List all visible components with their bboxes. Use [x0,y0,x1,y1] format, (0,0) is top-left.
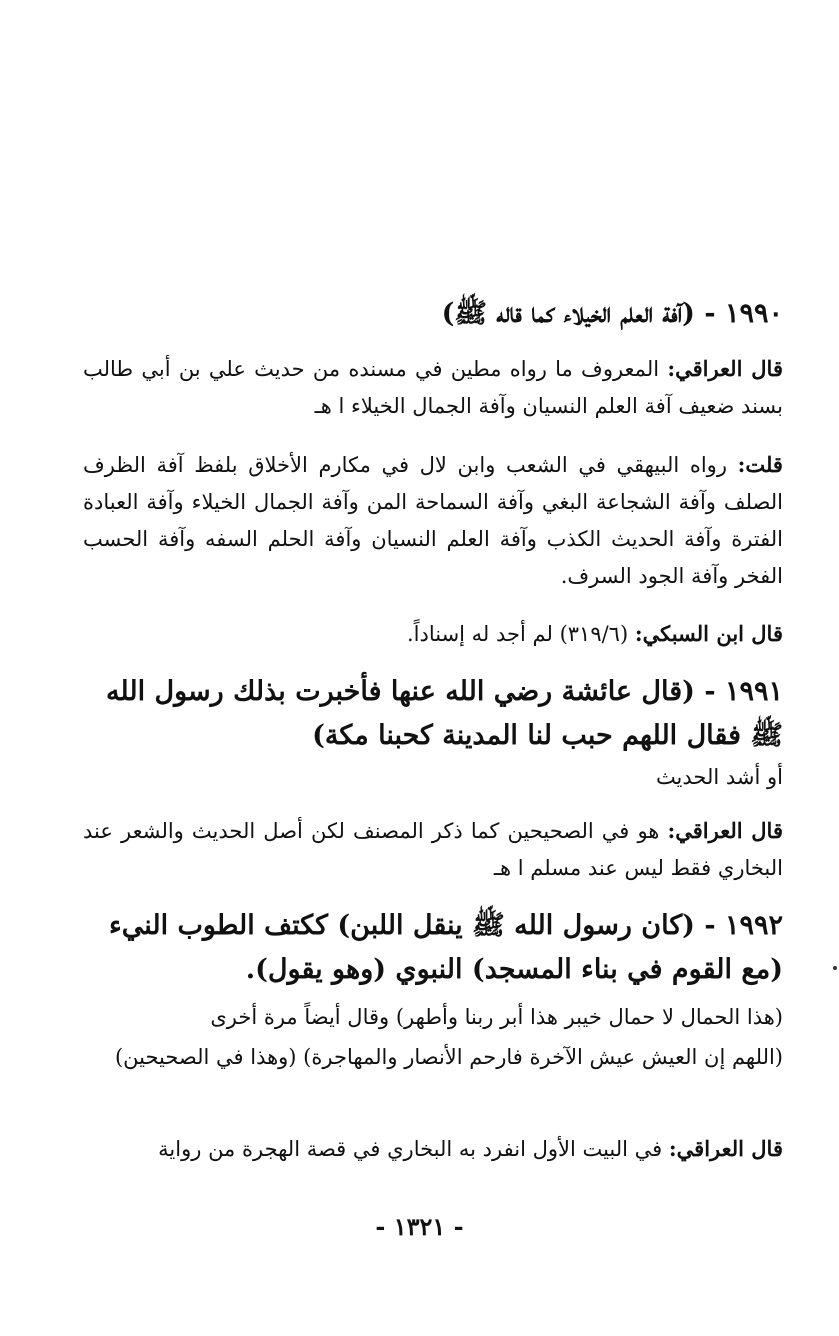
commentator-label: قال ابن السبكي: [634,621,783,646]
hadith-text: (كان رسول الله ﷺ ينقل اللبن) ككتف الطوب النيء (مع القوم في بناء المسجد) النبوي (وهو يقول). [109,910,783,985]
commentary-text: (٣١٩/٦) لم أجد له إسناداً. [406,622,629,646]
margin-dot [833,966,837,970]
hadith-text: (آفة العلم الخيلاء كما قاله ﷺ) [441,298,695,329]
commentary-text: المعروف ما رواه مطين في مسنده من حديث علي بن أبي طالب بسند ضعيف آفة العلم النسيان وآفة الجمال الخيلاء ا هـ [83,357,783,418]
iraqi-commentary [83,1130,783,1168]
hadith-1990-heading: ١٩٩٠ - (آفة العلم الخيلاء كما قاله ﷺ) [441,298,783,329]
hadith-1992-heading: ١٩٩٢ - (كان رسول الله ﷺ ينقل اللبن) ككتف الطوب النيء (مع القوم في بناء المسجد) النبوي (وهو يقول). [109,910,783,985]
commentary-text: رواه البيهقي في الشعب وابن لال في مكارم الأخلاق بلفظ آفة الظرف الصلف وآفة الشجاعة البغي وآفة السماحة المن وآفة الجمال الخيلاء وآفة العبادة الفترة وآفة الحديث الكذب وآفة العلم النسيان وآفة الحلم السفه وآفة الحسب الفخر وآفة الجود السرف. [83,453,783,588]
hadith-number: ١٩٩٢ [724,910,783,941]
commentator-label: قال العراقي: [667,356,783,381]
iraqi-commentary [83,350,783,425]
commentator-label: قلت: [737,452,783,477]
subki-note [83,615,783,653]
iraqi-commentary [83,812,783,887]
hadith-text: (قال عائشة رضي الله عنها فأخبرت بذلك رسول الله ﷺ فقال اللهم حبب لنا المدينة كحبنا مكة) [105,676,783,751]
hadith-number: ١٩٩٠ [724,298,783,329]
page-number: - ١٣٢١ - [375,1212,464,1241]
hadith-number: ١٩٩١ [724,676,783,707]
commentary-text: هو في الصحيحين كما ذكر المصنف لكن أصل الحديث والشعر عند البخاري فقط ليس عند مسلم ا هـ [83,819,783,880]
hadith-1991-heading: ١٩٩١ - (قال عائشة رضي الله عنها فأخبرت بذلك رسول الله ﷺ فقال اللهم حبب لنا المدينة كحبنا مكة) [105,676,783,751]
hadith-continuation: أو أشد الحديث [655,765,783,789]
author-note [83,446,783,595]
commentary-text: في البيت الأول انفرد به البخاري في قصة الهجرة من رواية [158,1137,663,1161]
commentator-label: قال العراقي: [668,1136,783,1161]
verse-line: (هذا الحمال لا حمال خيبر هذا أبر ربنا وأطهر) وقال أيضاً مرة أخرى [210,1005,783,1029]
verse-line: (اللهم إن العيش عيش الآخرة فارحم الأنصار والمهاجرة) (وهذا في الصحيحين) [114,1045,783,1069]
commentator-label: قال العراقي: [667,818,783,843]
